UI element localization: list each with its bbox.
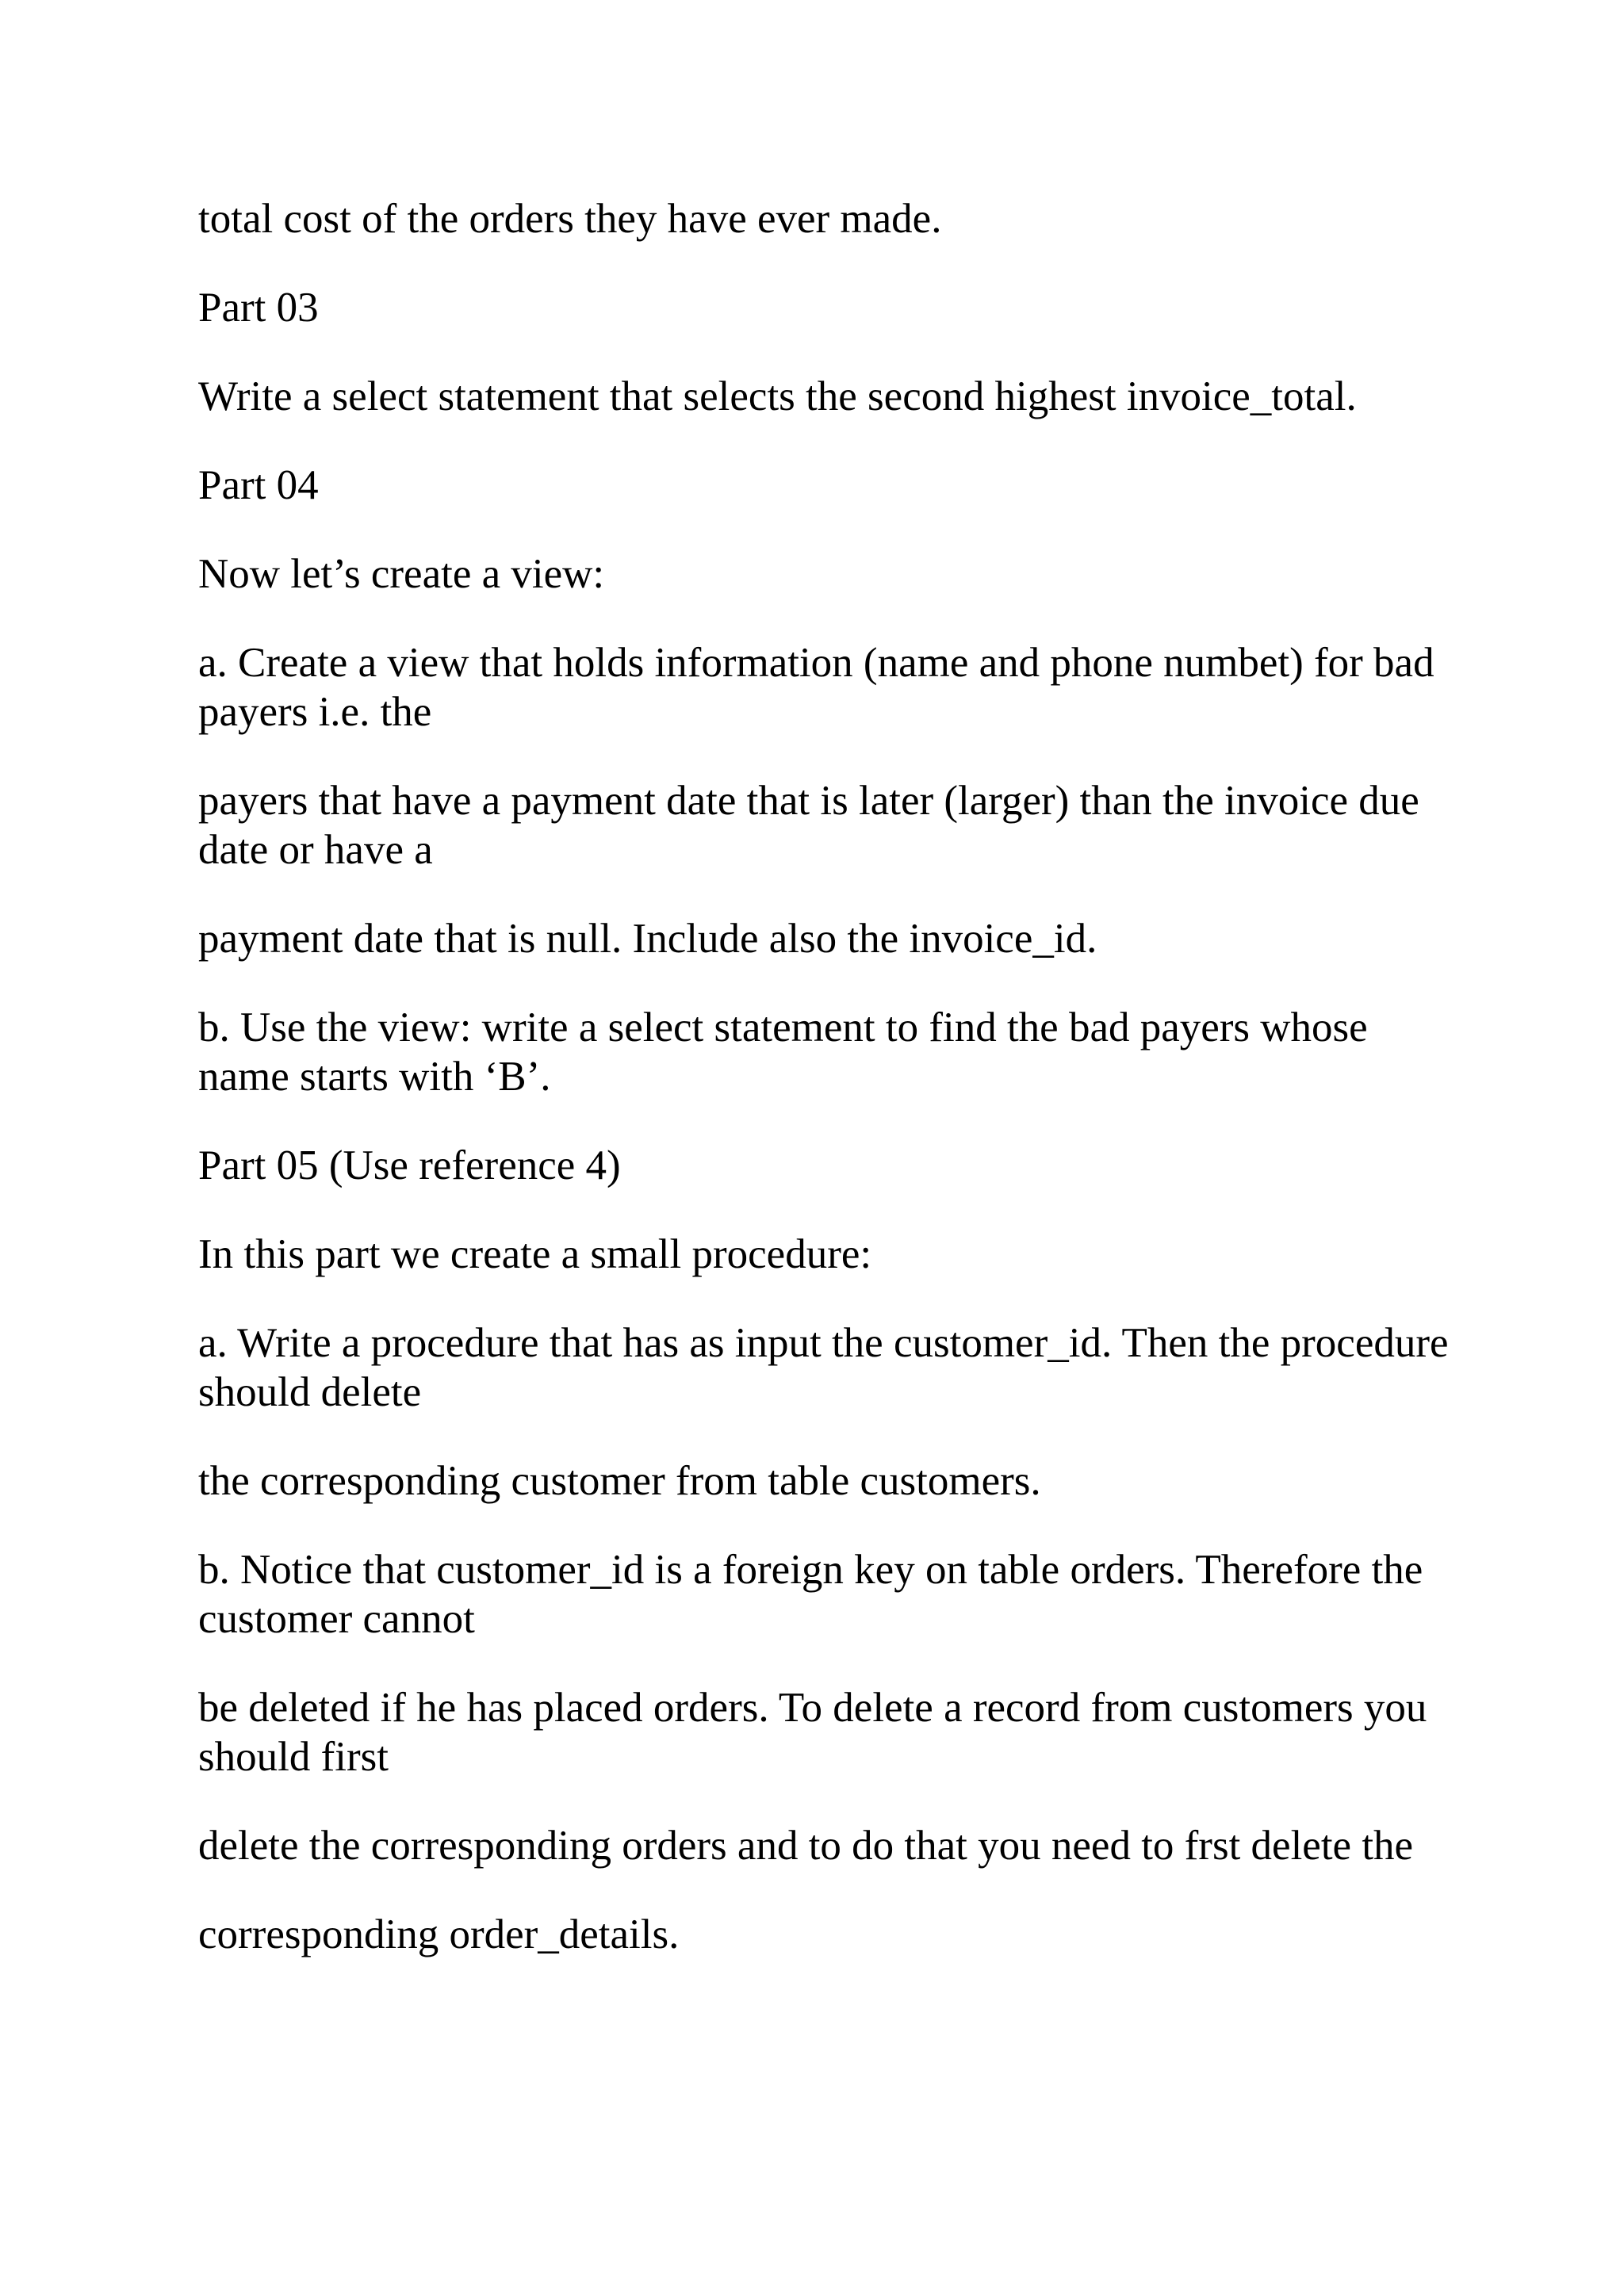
paragraph: Now let’s create a view: [198,551,605,597]
paragraph: total cost of the orders they have ever made. [198,196,942,242]
paragraph: b. Use the view: write a select statement to find the bad payers whose name starts with ‘B’. [198,1004,1368,1100]
paragraph: a. Create a view that holds information (name and phone numbet) for bad payers i.e. the [198,640,1434,735]
section-heading-part-04: Part 04 [198,462,319,508]
section-heading-part-03: Part 03 [198,285,319,331]
paragraph: payers that have a payment date that is later (larger) than the invoice due date or have a [198,778,1419,873]
document-body [198,194,1459,1999]
paragraph: In this part we create a small procedure: [198,1231,872,1277]
paragraph: Write a select statement that selects the second highest invoice_total. [198,373,1357,419]
paragraph: corresponding order_details. [198,1911,680,1957]
paragraph: the corresponding customer from table customers. [198,1458,1041,1504]
paragraph: a. Write a procedure that has as input the customer_id. Then the procedure should delete [198,1320,1449,1415]
paragraph: b. Notice that customer_id is a foreign key on table orders. Therefore the customer cannot [198,1547,1423,1642]
paragraph: be deleted if he has placed orders. To delete a record from customers you should first [198,1685,1427,1780]
paragraph: payment date that is null. Include also the invoice_id. [198,916,1097,962]
paragraph: delete the corresponding orders and to do that you need to frst delete the [198,1823,1414,1869]
section-heading-part-05: Part 05 (Use reference 4) [198,1142,621,1188]
